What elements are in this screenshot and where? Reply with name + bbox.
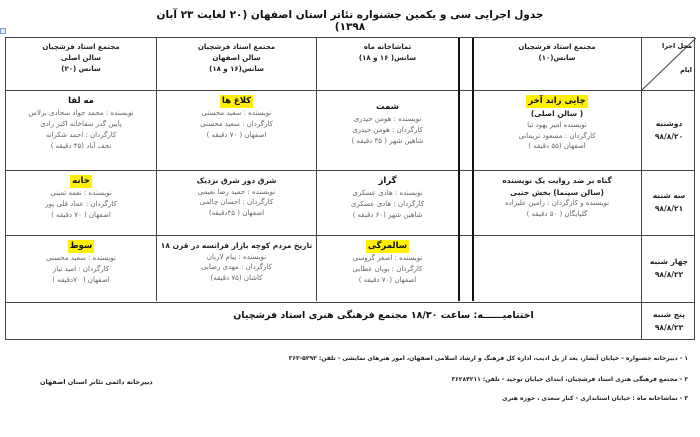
performance-cell: سالمرگی نویسنده : اصغر گروسی کارگردان : پویان عطایی اصفهان (۷۰ دقیقه ) (352, 241, 423, 284)
page-corner-marker (0, 28, 6, 34)
column-double-divider (458, 38, 460, 301)
footnote-farshchian-complex: ۲ - مجتمع فرهنگی هنری استاد فرشچیان، ابتدای خیابان توحید - تلفن: ۳۶۲۸۴۲۱۱ (451, 376, 688, 383)
performance-cell: مه لقا نویسنده : محمد جواد سجادی برلاس پایین گذر سقاخانه اکبر رادی کارگردان : احمد شکرانه نجف آباد (۴۵ دقیقه ) (28, 96, 134, 150)
play-title: سالمرگی (366, 240, 409, 253)
performance-cell-empty (473, 236, 641, 302)
play-title: گراز (378, 176, 397, 186)
performance-cell: کلاغ ها نویسنده : سعید محسنی کارگردان : سعید محسنی اصفهان ( ۷۰ دقیقه ) (200, 96, 273, 139)
footnote-mah-theater: ۳ - تماشاخانه ماه : خیابان استانداری - کنار سعدی ، حوزه هنری (502, 395, 688, 402)
closing-ceremony-cell (6, 303, 641, 341)
performance-cell: سوط نویسنده : سعید محسنی کارگردان : امید نیاز اصفهان ( ۷۰دقیقه ) (46, 241, 116, 284)
day-cell-monday: دوشنبه ۹۸/۸/۲۰ (654, 118, 684, 141)
play-title: کلاغ ها (220, 95, 253, 108)
performance-cell: گراز نویسنده : هادی عسکری کارگردان : هادی عسکری شاهین شهر (۶۰ دقیقه ) (350, 176, 425, 219)
schedule-table (5, 37, 695, 340)
play-title: سوط (68, 240, 95, 253)
page-title: جدول اجرایی سی و یکمین جشنواره تئاتر استان اصفهان (۲۰ لغایت ۲۳ آبان ۱۳۹۸) (156, 9, 544, 33)
signature-secretariat: دبیرخانه دائمی تئاتر استان اصفهان (40, 378, 153, 386)
header-venue-farshchian-main-hall: مجتمع استاد فرشچیان سالن اصلی سانس (۲۰) (42, 43, 120, 73)
play-title: تاریخ مردم کوچه بازار فرانسه در قرن ۱۸ (160, 241, 313, 250)
play-title: مه لقا (68, 96, 94, 106)
header-venue-farshchian-isfahan-hall: مجتمع استاد فرشچیان سالن اصفهان سانس(۱۶ و ۱۸) (197, 43, 276, 73)
corner-days-label: ایام (680, 66, 692, 74)
header-venue-farshchian-10: مجتمع استاد فرشچیان سانس(۱۰) (518, 43, 596, 62)
day-cell-tuesday: سه شنبه ۹۸/۸/۲۱ (652, 191, 686, 213)
play-title: چایی راند آخر (526, 95, 587, 108)
day-cell-wednesday: چهار شنبه ۹۸/۸/۲۲ (649, 257, 689, 279)
footnote-secretariat: ۱ - دبیرخانه جشنواره - خیابان آبشار، بعد از پل ادیب، اداره کل فرهنگ و ارشاد اسلامی اصفهان، امور هنرهای نمایشی - تلفن: ۵۲۹۳-۳۶۳ (288, 355, 688, 362)
performance-cell: شمت نویسنده : هومن حیدری کارگردان : هومن حیدری شاهین شهر ( ۴۵ دقیقه ) (351, 102, 424, 145)
performance-cell: گناه بر ضد روایت یک نویسنده (سالن سینما) بخش جنبی نویسنده و کارگردان : رامین علیزاده گلپایگان ( ۵۰ دقیقه ) (502, 176, 612, 219)
performance-cell: خانه نویسنده : نغمه ثمینی کارگردان : عماد قلی پور اصفهان ( ۷۰ دقیقه ) (45, 176, 117, 219)
performance-cell: شرق دور شرق نزدیک نویسنده : حمید رضا نعیمی کارگردان : احسان چالمی اصفهان ( ۴۵دقیقه) (196, 176, 277, 218)
header-corner-cell (642, 38, 696, 90)
play-title: شرق دور شرق نزدیک (196, 176, 277, 185)
play-title: شمت (375, 102, 400, 112)
performance-cell: تاریخ مردم کوچه بازار فرانسه در قرن ۱۸ نویسنده : پیام لاریان کارگردان : مهدی رضایی کاشان (۷۵ دقیقه) (160, 241, 313, 283)
play-title: خانه (70, 175, 92, 188)
header-venue-mah-theater: تماشاخانه ماه سانس( ۱۶ و ۱۸) (358, 43, 417, 62)
play-title: گناه بر ضد روایت یک نویسنده (502, 176, 612, 185)
performance-cell: چایی راند آخر ( سالن اصلی) نویسنده امیر یهود تیا کارگردان : مسعود تریمانی اصفهان (۵۵ دقیقه ) (518, 96, 596, 151)
day-cell-thursday: پنج شنبه ۹۸/۸/۲۳ (653, 310, 685, 332)
corner-venue-label: محل اجرا (662, 42, 692, 50)
closing-ceremony-text: اختتامیــــــه: ساعت ۱۸/۳۰ مجتمع فرهنگی هنری استاد فرشچیان (233, 310, 534, 321)
